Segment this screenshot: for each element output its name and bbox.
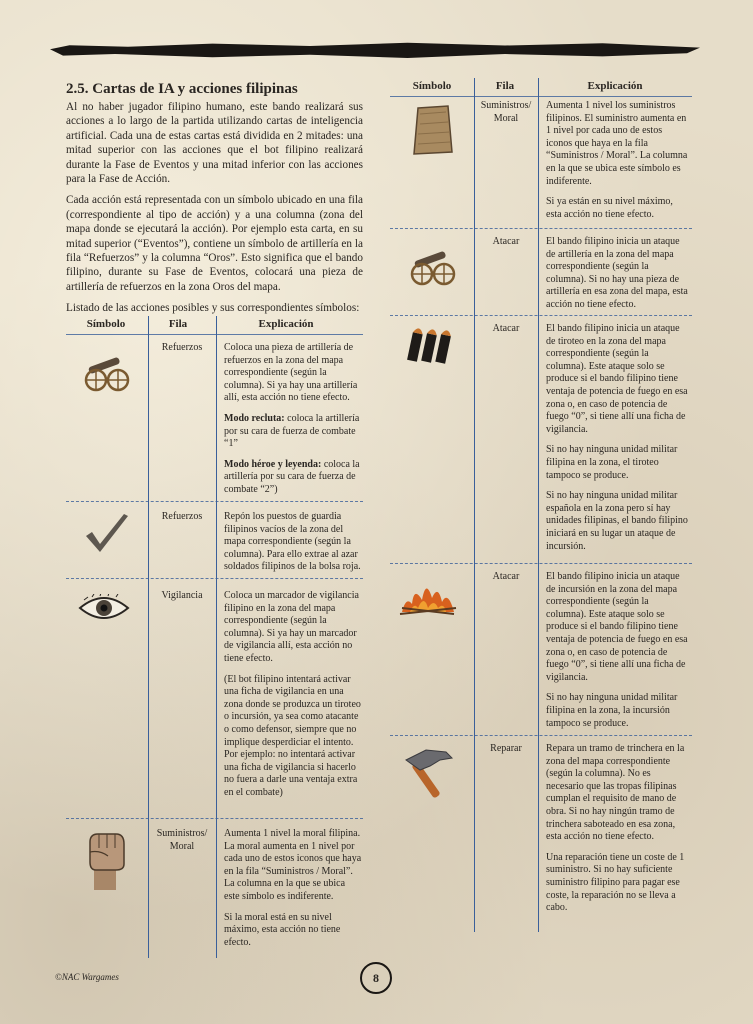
header-explanation: Explicación <box>587 80 643 92</box>
bullets-icon <box>404 326 454 370</box>
cannon-icon <box>80 352 132 392</box>
explanation-note: Si no hay ninguna unidad militar filipina en la zona, la incursión tampoco se produce. <box>546 692 678 729</box>
explanation-text: El bando filipino inicia un ataque de incursión en la zona del mapa correspondiente (según la columna). Este ataque solo se produce si el bando filipino tiene ventaja de potencia de fuego en esa zona o, en caso de potencia de fuego “0”, si tiene allí una ficha de vigilancia. <box>546 571 688 683</box>
explanation-text: Repón los puestos de guardia filipinos vacíos de la zona del mapa correspondiente (según la columna). Para ello extrae al azar soldados filipinos de la bolsa roja. <box>224 511 361 573</box>
explanation-text: Aumenta 1 nivel los suministros filipinos. El suministro aumenta en 1 nivel por cada uno de estos iconos que haya en la fila “Suministros / Moral”. La columna en la que se ubica este símbolo es indiferente. <box>546 100 688 187</box>
explanation-mode-recruit: Modo recluta: coloca la artillería por su cara de fuerza de combate “1” <box>224 412 360 450</box>
explanation-cell <box>546 571 690 738</box>
explanation-text: Aumenta 1 nivel la moral filipina. La moral aumenta en 1 nivel por cada uno de estos iconos que haya en la fila “Suministros / Moral”. La columna en la que se ubica este símbolo es indiferente. <box>224 828 362 902</box>
explanation-text: Repara un tramo de trinchera en la zona del mapa correspondiente (según la columna). No es necesario que las tropas filipinas cumplan el requisito de mano de obra. Si no hay ningún tramo de trinchera saboteado en esa zona, esta acción no tiene efecto. <box>546 743 685 843</box>
explanation-note: Si no hay ninguna unidad militar filipina en la zona, el tiroteo tampoco se produce. <box>546 444 678 481</box>
explanation-text: El bando filipino inicia un ataque de artillería en la zona del mapa correspondiente (según la columna). Si no hay una pieza de artillería en esa zona del mapa, esta acción no tiene efecto. <box>546 236 688 310</box>
row-label: Suministros/ Moral <box>156 828 208 852</box>
hammer-icon <box>400 746 458 800</box>
row-label: Refuerzos <box>161 342 203 353</box>
cannon-icon <box>406 246 458 286</box>
brush-stroke-divider <box>50 42 700 58</box>
explanation-cell <box>546 236 690 320</box>
eye-icon <box>78 594 130 622</box>
row-label: Reparar <box>490 743 522 754</box>
row-label: Atacar <box>492 571 520 582</box>
page-number: 8 <box>360 962 392 994</box>
explanation-cell <box>224 590 362 808</box>
explanation-cell <box>546 323 690 561</box>
explanation-cell <box>224 342 362 505</box>
row-label: Refuerzos <box>161 511 203 522</box>
explanation-text: Coloca una pieza de artillería de refuerzos en la zona del mapa correspondiente (según la columna). Si ya hay una artillería allí, esta acción no tiene efecto. <box>224 342 358 404</box>
header-rule <box>390 96 692 97</box>
column-divider <box>216 316 217 958</box>
left-column <box>66 80 363 315</box>
explanation-note: Una reparación tiene un coste de 1 suministro. Si no hay suficiente suministro filipino para pagar ese coste, la reparación no se lleva a cabo. <box>546 851 685 914</box>
row-divider <box>390 563 692 565</box>
explanation-note: (El bot filipino intentará activar una ficha de vigilancia en una zona donde se produzca un tiroteo o incursión, ya sea como atacante o como defensor, siempre que no implique desperdiciar el intento. Por ejemplo: no intentará activar una ficha de vigilancia si hacerlo no fuera a darle una ventaja extra en el combate) <box>224 673 361 798</box>
explanation-note: Si ya están en su nivel máximo, esta acción no tiene efecto. <box>546 196 673 220</box>
row-label: Atacar <box>492 236 520 247</box>
header-symbol: Símbolo <box>412 80 452 92</box>
explanation-cell <box>224 828 362 957</box>
intro-paragraph-1: Al no haber jugador filipino humano, este bando realizará sus acciones a lo largo de la partida utilizando cartas de inteligencia artificial. Cada una de estas cartas está dividida en 2 mitades: una mitad superior con las acciones que el bot filipino realizará durante la Fase de Eventos y una mitad inferior con las acciones para la Fase de Acción. <box>66 101 363 186</box>
column-divider <box>148 316 149 958</box>
row-label: Suministros/ Moral <box>480 100 532 124</box>
header-rule <box>66 334 363 335</box>
header-explanation: Explicación <box>258 318 314 330</box>
explanation-cell <box>224 511 362 582</box>
column-divider <box>538 78 539 932</box>
explanation-mode-hero: Modo héroe y leyenda: coloca la artillería por su cara de fuerza de combate “2”) <box>224 458 360 495</box>
header-row: Fila <box>495 80 515 92</box>
checkmark-icon <box>84 512 130 556</box>
sack-icon <box>408 104 458 156</box>
row-label: Vigilancia <box>161 590 203 601</box>
explanation-cell <box>546 743 690 923</box>
explanation-note: Si la moral está en su nivel máximo, esta acción no tiene efecto. <box>224 911 341 948</box>
row-divider <box>66 818 363 820</box>
explanation-cell <box>546 100 690 229</box>
explanation-text: El bando filipino inicia un ataque de tiroteo en la zona del mapa correspondiente (según la columna). Este ataque solo se produce si el bando filipino tiene ventaja de potencia de fuego en esa zona o, en caso de potencia de fuego “0”, si tiene allí una ficha de vigilancia. <box>546 323 688 435</box>
header-symbol: Símbolo <box>86 318 126 330</box>
explanation-note: Si no hay ninguna unidad militar española en la zona pero sí hay unidades filipinas, el bando filipino iniciará en su lugar un ataque de incursión. <box>546 490 688 552</box>
list-intro: Listado de las acciones posibles y sus correspondientes símbolos: <box>66 302 360 315</box>
fist-icon <box>86 828 126 890</box>
fire-icon <box>398 576 458 616</box>
section-title: 2.5. Cartas de IA y acciones filipinas <box>66 81 298 97</box>
column-divider <box>474 78 475 932</box>
header-row: Fila <box>168 318 188 330</box>
intro-paragraph-2: Cada acción está representada con un símbolo ubicado en una fila (correspondiente al tipo de acción) y a una columna (zona del mapa donde se ejecutará la acción). Por ejemplo esta carta, en su mitad superior (“Eventos”), contiene un símbolo de artillería en la fila “Refuerzos” y la columna “Oros”. Esto significa que el bando filipino, durante su Fase de Eventos, colocará una pieza de artillería de refuerzos en la zona Oros del mapa. <box>66 194 363 293</box>
row-label: Atacar <box>492 323 520 334</box>
explanation-text: Coloca un marcador de vigilancia filipino en la zona del mapa correspondiente (según la columna). Si ya hay un marcador de vigilancia allí, esta acción no tiene efecto. <box>224 590 359 664</box>
copyright: ©NAC Wargames <box>55 972 119 982</box>
